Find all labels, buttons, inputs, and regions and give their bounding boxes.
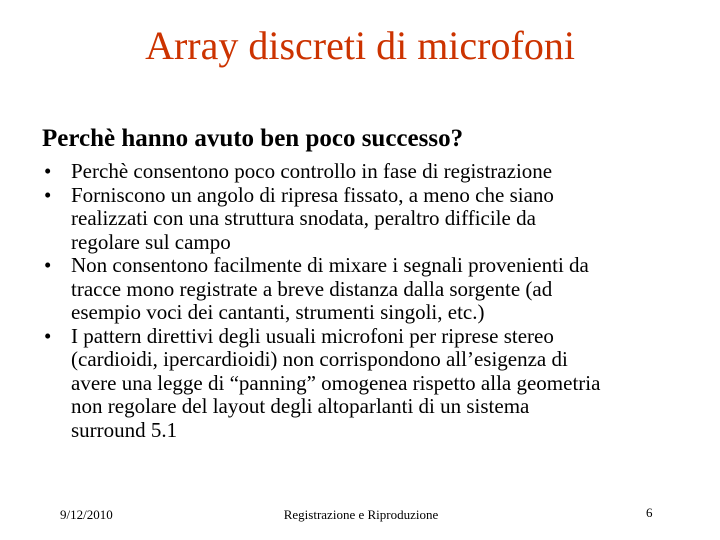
bullet-text-line: surround 5.1 [71, 417, 178, 442]
bullet-text-line: realizzati con una struttura snodata, peraltro difficile da [71, 206, 536, 230]
slide-title: Array discreti di microfoni [145, 23, 575, 68]
bullet-text-line: I pattern direttivi degli usuali microfoni per riprese stereo [71, 323, 554, 348]
bullet-item [44, 160, 694, 184]
slide-subtitle: Perchè hanno avuto ben poco successo? [42, 125, 464, 152]
bullet-text-line: (cardioidi, ipercardioidi) non corrispondono all’esigenza di [71, 347, 568, 371]
bullet-item [44, 325, 694, 443]
footer-date: 9/12/2010 [60, 507, 113, 522]
bullet-text-line: regolare sul campo [71, 229, 231, 254]
bullet-list [44, 160, 694, 442]
bullet-icon: • [44, 253, 52, 277]
bullet-icon: • [44, 159, 52, 183]
bullet-text-line: Perchè consentono poco controllo in fase di registrazione [71, 159, 553, 183]
bullet-icon: • [44, 182, 52, 207]
bullet-text-line: Non consentono facilmente di mixare i segnali provenienti da [71, 253, 589, 277]
page-number: 6 [646, 505, 653, 520]
bullet-text-line: Forniscono un angolo di ripresa fissato, a meno che siano [71, 182, 554, 207]
bullet-item [44, 254, 694, 325]
bullet-text-line: esempio voci dei cantanti, strumenti singoli, etc.) [71, 300, 485, 324]
bullet-item [44, 184, 694, 255]
bullet-text-line: non regolare del layout degli altoparlanti di un sistema [71, 394, 530, 418]
bullet-text-line: avere una legge di “panning” omogenea rispetto alla geometria [71, 370, 601, 395]
footer-title: Registrazione e Riproduzione [283, 507, 439, 522]
bullet-icon: • [44, 323, 52, 348]
bullet-text-line: tracce mono registrate a breve distanza dalla sorgente (ad [71, 276, 553, 301]
